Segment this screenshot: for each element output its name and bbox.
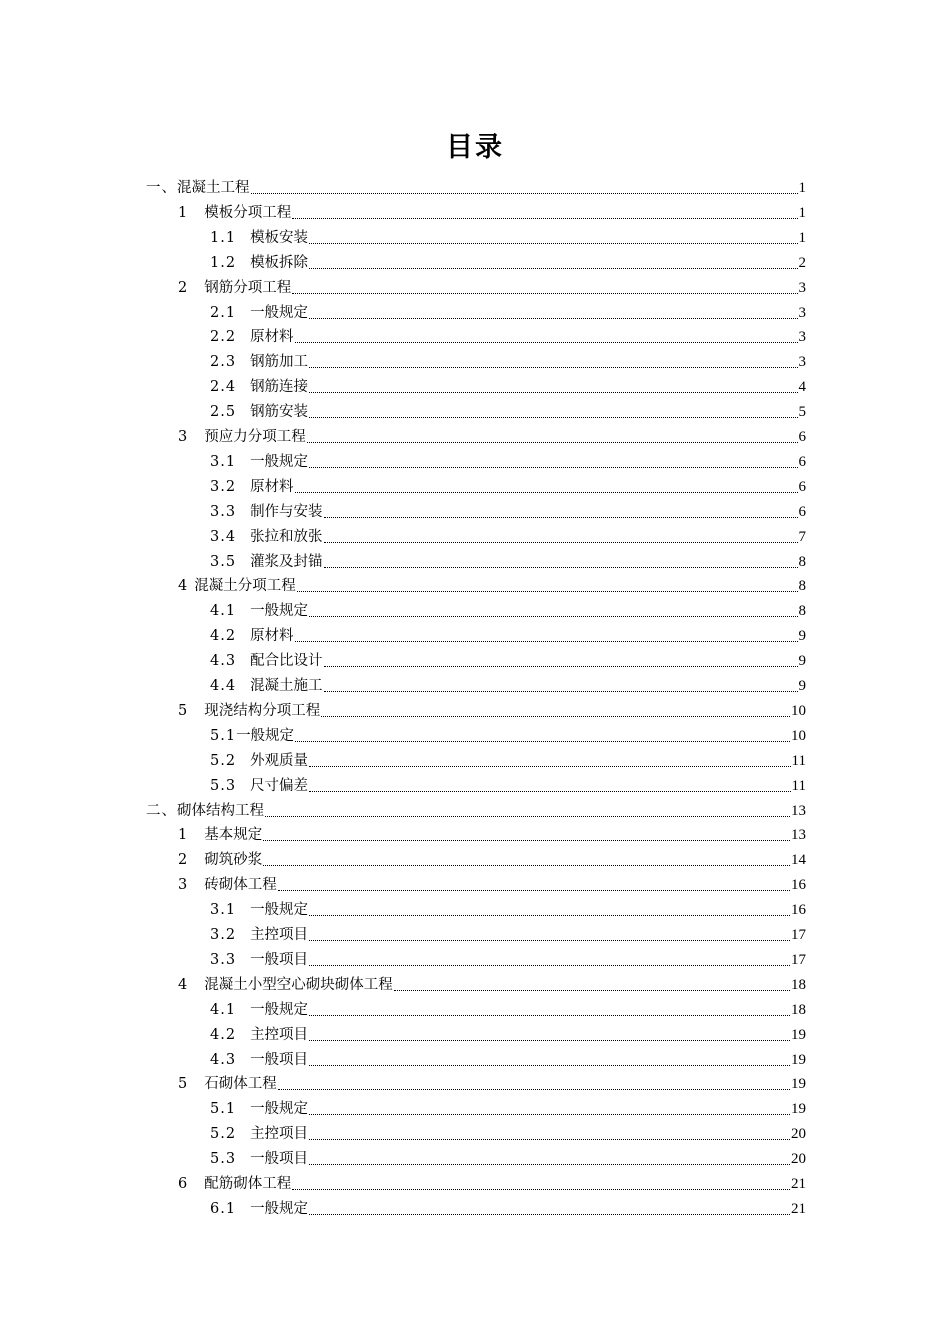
dot-leader <box>278 889 790 891</box>
toc-entry-text: 主控项目 <box>250 1126 309 1143</box>
toc-entry-page-number: 10 <box>791 727 806 744</box>
toc-entry[interactable] <box>210 249 806 273</box>
dot-leader <box>309 1138 790 1140</box>
toc-entry[interactable] <box>210 1046 806 1070</box>
toc-entry-label <box>210 1050 308 1070</box>
toc-entry[interactable] <box>178 423 806 447</box>
toc-entry-number: 5.3 <box>210 1151 237 1168</box>
toc-entry-label <box>146 178 250 198</box>
dot-leader <box>324 516 798 518</box>
dot-leader <box>309 466 797 468</box>
toc-entry[interactable] <box>210 647 806 671</box>
toc-entry-number: 3.1 <box>210 453 237 470</box>
toc-entry-page-number: 3 <box>798 279 806 296</box>
toc-entry[interactable] <box>210 348 806 372</box>
toc-entry-text: 主控项目 <box>250 927 309 943</box>
toc-entry[interactable] <box>178 274 806 298</box>
toc-entry-page-number: 8 <box>798 553 806 570</box>
toc-entry-number: 5 <box>178 702 189 719</box>
toc-entry[interactable] <box>178 1070 806 1094</box>
toc-entry[interactable] <box>210 299 806 323</box>
toc-entry-text: 一般项目 <box>250 1151 309 1168</box>
toc-entry-number: 4 <box>178 976 189 993</box>
toc-entry-text: 外观质量 <box>250 752 309 769</box>
toc-entry[interactable] <box>210 722 806 746</box>
toc-entry-page-number: 2 <box>798 254 806 271</box>
toc-entry[interactable] <box>210 323 806 347</box>
toc-entry-number: 5.2 <box>210 1126 237 1143</box>
dot-leader <box>309 615 797 617</box>
toc-entry-label <box>210 676 323 696</box>
dot-leader <box>309 1163 790 1165</box>
dot-leader <box>263 864 790 866</box>
toc-entry-text: 混凝土小型空心砌块砌体工程 <box>204 976 393 993</box>
toc-entry[interactable] <box>210 597 806 621</box>
toc-entry-text: 混凝土施工 <box>250 678 323 694</box>
toc-entry-number: 4.3 <box>210 653 237 670</box>
toc-entry-text: 配合比设计 <box>250 653 323 670</box>
toc-entry-label <box>210 253 308 273</box>
toc-entry-number: 1.2 <box>210 254 237 271</box>
toc-entry-label <box>210 452 308 472</box>
toc-entry-label <box>210 1025 308 1045</box>
dot-leader <box>295 491 798 493</box>
toc-entry[interactable] <box>210 747 806 771</box>
toc-entry[interactable] <box>210 448 806 472</box>
toc-entry-label <box>210 552 323 572</box>
toc-entry-text: 预应力分项工程 <box>204 429 306 445</box>
dot-leader <box>295 640 798 642</box>
toc-entry-number: 1 <box>178 204 189 221</box>
toc-entry-number: 一、 <box>146 180 177 196</box>
toc-entry-page-number: 4 <box>798 379 806 396</box>
toc-entry-page-number: 18 <box>791 1001 806 1018</box>
toc-entry-number: 3.3 <box>210 503 237 520</box>
toc-entry-text: 一般项目 <box>250 951 309 968</box>
toc-entry-page-number: 9 <box>798 678 806 694</box>
dot-leader <box>251 192 798 194</box>
toc-entry-label <box>210 477 294 497</box>
toc-entry-page-number: 20 <box>791 1151 806 1168</box>
toc-entry-page-number: 3 <box>798 304 806 321</box>
toc-entry-label <box>210 1124 308 1144</box>
dot-leader <box>324 665 798 667</box>
toc-entry-text: 一般规定 <box>250 1200 309 1217</box>
toc-entry-number: 4.2 <box>210 628 237 645</box>
toc-entry-text: 原材料 <box>250 478 294 495</box>
toc-entry-page-number: 18 <box>791 976 806 993</box>
dot-leader <box>307 441 798 443</box>
toc-entry-text: 钢筋连接 <box>250 379 309 396</box>
toc-entry-number: 2.5 <box>210 404 237 421</box>
toc-entry[interactable] <box>210 622 806 646</box>
toc-entry-number: 二、 <box>146 802 177 819</box>
toc-entry[interactable] <box>178 1170 806 1194</box>
toc-entry-label <box>178 203 291 223</box>
dot-leader <box>295 740 790 742</box>
toc-entry-label <box>178 1074 277 1094</box>
toc-entry-page-number: 16 <box>791 902 806 919</box>
toc-entry-number: 4.1 <box>210 603 237 620</box>
toc-entry-number: 6.1 <box>210 1200 237 1217</box>
toc-entry-number: 3 <box>178 877 189 894</box>
toc-entry[interactable] <box>210 548 806 572</box>
toc-entry-label <box>178 850 262 870</box>
toc-entry-number: 3.3 <box>210 951 237 968</box>
toc-entry-text: 原材料 <box>250 628 294 645</box>
toc-entry-text: 一般项目 <box>250 1051 309 1068</box>
dot-leader <box>292 217 797 219</box>
toc-entry-number: 6 <box>178 1176 189 1192</box>
toc-entry-label <box>210 228 308 248</box>
toc-entry-number: 3.2 <box>210 478 237 495</box>
toc-entry-number: 5 <box>178 1076 189 1093</box>
toc-entry-text: 模板拆除 <box>250 254 309 271</box>
toc-entry-page-number: 14 <box>791 852 806 869</box>
toc-entry-text: 一般规定 <box>250 1101 309 1118</box>
toc-entry[interactable] <box>210 1195 806 1219</box>
toc-entry-page-number: 6 <box>798 478 806 495</box>
toc-entry-page-number: 11 <box>791 777 806 794</box>
dot-leader <box>292 292 797 294</box>
dot-leader <box>309 964 790 966</box>
toc-entry-number: 2.3 <box>210 354 237 371</box>
toc-entry-label <box>210 352 308 372</box>
toc-entry[interactable] <box>210 896 806 920</box>
toc-entry-page-number: 6 <box>798 429 806 445</box>
toc-entry-number: 5.1 <box>210 727 237 744</box>
toc-entry[interactable] <box>178 572 806 596</box>
toc-entry[interactable] <box>178 697 806 721</box>
dot-leader <box>309 366 797 368</box>
toc-entry-label <box>178 278 291 298</box>
toc-entry[interactable] <box>178 846 806 870</box>
toc-entry-number: 4.4 <box>210 678 237 694</box>
toc-entry-page-number: 19 <box>791 1076 806 1093</box>
dot-leader <box>309 416 797 418</box>
toc-entry-text: 砖砌体工程 <box>204 877 277 894</box>
toc-entry-label <box>210 327 294 347</box>
toc-entry[interactable] <box>178 821 806 845</box>
toc-entry-label <box>210 402 308 422</box>
toc-entry-number: 4.2 <box>210 1026 237 1043</box>
toc-entry-page-number: 7 <box>798 528 806 545</box>
dot-leader <box>309 1039 790 1041</box>
toc-entry-text: 混凝土分项工程 <box>194 578 296 595</box>
toc-entry-text: 配筋砌体工程 <box>204 1176 292 1192</box>
toc-entry[interactable] <box>210 473 806 497</box>
toc-entry-page-number: 20 <box>791 1126 806 1143</box>
toc-entry-page-number: 9 <box>798 628 806 645</box>
toc-entry-label <box>146 801 264 821</box>
toc-entry-page-number: 21 <box>791 1200 806 1217</box>
toc-entry-number: 5.3 <box>210 777 237 794</box>
toc-entry-page-number: 8 <box>798 603 806 620</box>
dot-leader <box>309 914 790 916</box>
toc-entry[interactable] <box>210 224 806 248</box>
toc-entry-number: 2 <box>178 852 189 869</box>
toc-entry-page-number: 19 <box>791 1026 806 1043</box>
toc-entry-label <box>210 377 308 397</box>
toc-entry-text: 一般规定 <box>236 727 295 744</box>
toc-entry-text: 现浇结构分项工程 <box>204 702 321 719</box>
toc-entry-label <box>178 975 393 995</box>
toc-entry-page-number: 13 <box>791 802 806 819</box>
dot-leader <box>324 541 798 543</box>
toc-entry-text: 钢筋安装 <box>250 404 309 421</box>
toc-entry-label <box>210 776 308 796</box>
toc-entry-number: 3.5 <box>210 553 237 570</box>
dot-leader <box>309 765 790 767</box>
toc-entry[interactable] <box>210 1145 806 1169</box>
toc-entry-text: 石砌体工程 <box>204 1076 277 1093</box>
toc-entry-page-number: 1 <box>798 229 806 246</box>
toc-entry[interactable] <box>210 672 806 696</box>
dot-leader <box>309 1014 790 1016</box>
toc-entry-text: 主控项目 <box>250 1026 309 1043</box>
toc-entry[interactable] <box>178 971 806 995</box>
toc-entry-text: 一般规定 <box>250 453 309 470</box>
toc-entry-page-number: 17 <box>791 927 806 943</box>
toc-entry-number: 2 <box>178 279 189 296</box>
toc-entry[interactable] <box>210 996 806 1020</box>
dot-leader <box>309 1213 790 1215</box>
toc-entry-page-number: 10 <box>791 702 806 719</box>
toc-entry[interactable] <box>146 174 806 198</box>
toc-entry-number: 1.1 <box>210 229 237 246</box>
toc-entry-text: 钢筋加工 <box>250 354 309 371</box>
toc-entry-number: 4 <box>178 578 189 595</box>
toc-entry-text: 灌浆及封锚 <box>250 553 323 570</box>
toc-entry-text: 基本规定 <box>204 827 263 844</box>
toc-entry-label <box>178 576 296 596</box>
toc-entry-label <box>178 701 320 721</box>
toc-entry-number: 2.4 <box>210 379 237 396</box>
toc-entry-text: 钢筋分项工程 <box>204 279 292 296</box>
toc-entry-label <box>210 950 308 970</box>
toc-entry-label <box>210 751 308 771</box>
dot-leader <box>309 317 797 319</box>
toc-entry-page-number: 13 <box>791 827 806 844</box>
dot-leader <box>295 341 798 343</box>
toc-entry-label <box>210 601 308 621</box>
toc-entry[interactable] <box>210 498 806 522</box>
toc-entry-label <box>210 527 323 547</box>
toc-entry-label <box>210 626 294 646</box>
toc-entry-label <box>178 825 262 845</box>
toc-entry-number: 1 <box>178 827 189 844</box>
toc-entry[interactable] <box>210 921 806 945</box>
page-title: 目录 <box>446 132 504 163</box>
toc-entry-text: 制作与安装 <box>250 503 323 520</box>
dot-leader <box>309 790 790 792</box>
toc-entry-number: 5.1 <box>210 1101 237 1118</box>
toc-entry[interactable] <box>210 1120 806 1144</box>
dot-leader <box>309 939 790 941</box>
toc-entry-text: 砌体结构工程 <box>177 802 264 819</box>
toc-entry-page-number: 9 <box>798 653 806 670</box>
toc-entry-page-number: 8 <box>798 578 806 595</box>
toc-entry-number: 3.4 <box>210 528 237 545</box>
dot-leader <box>309 1064 790 1066</box>
toc-entry-label <box>210 1099 308 1119</box>
toc-entry-number: 3 <box>178 429 189 445</box>
toc-entry-text: 砌筑砂浆 <box>204 852 263 869</box>
toc-entry-page-number: 6 <box>798 453 806 470</box>
toc-entry-page-number: 1 <box>798 180 806 196</box>
toc-entry-text: 模板分项工程 <box>204 204 292 221</box>
toc-entry-page-number: 17 <box>791 951 806 968</box>
toc-entry-number: 2.1 <box>210 304 237 321</box>
dot-leader <box>263 839 790 841</box>
toc-entry[interactable] <box>210 523 806 547</box>
dot-leader <box>278 1088 790 1090</box>
toc-entry[interactable] <box>210 1021 806 1045</box>
toc-entry-page-number: 3 <box>798 329 806 346</box>
dot-leader <box>394 989 790 991</box>
toc-entry-number: 4.3 <box>210 1051 237 1068</box>
dot-leader <box>324 566 798 568</box>
toc-entry[interactable] <box>210 373 806 397</box>
toc-entry[interactable] <box>210 946 806 970</box>
toc-entry-text: 张拉和放张 <box>250 528 323 545</box>
toc-entry-number: 4.1 <box>210 1001 237 1018</box>
toc-entry-text: 一般规定 <box>250 1001 309 1018</box>
dot-leader <box>297 590 798 592</box>
toc-entry-label <box>210 651 323 671</box>
toc-entry-label <box>178 1174 291 1194</box>
toc-entry-page-number: 19 <box>791 1051 806 1068</box>
toc-entry-text: 尺寸偏差 <box>250 777 309 794</box>
toc-entry-page-number: 1 <box>798 204 806 221</box>
toc-entry[interactable] <box>146 797 806 821</box>
toc-entry-label <box>210 303 308 323</box>
toc-entry-label <box>210 502 323 522</box>
toc-entry-label <box>178 875 277 895</box>
toc-entry-text: 一般规定 <box>250 304 309 321</box>
toc-entry-page-number: 3 <box>798 354 806 371</box>
toc-entry-number: 3.1 <box>210 902 237 919</box>
toc-entry-label <box>178 427 306 447</box>
dot-leader <box>265 815 790 817</box>
dot-leader <box>324 690 798 692</box>
toc-entry-page-number: 11 <box>791 752 806 769</box>
dot-leader <box>309 242 797 244</box>
toc-entry-page-number: 6 <box>798 503 806 520</box>
toc-entry-page-number: 19 <box>791 1101 806 1118</box>
toc-entry[interactable] <box>178 871 806 895</box>
toc-entry-label <box>210 1149 308 1169</box>
toc-entry-text: 一般规定 <box>250 603 309 620</box>
toc-entry[interactable] <box>210 1095 806 1119</box>
dot-leader <box>321 715 790 717</box>
dot-leader <box>292 1188 790 1190</box>
toc-entry-page-number: 21 <box>791 1176 806 1192</box>
toc-entry[interactable] <box>178 199 806 223</box>
toc-entry-text: 混凝土工程 <box>177 180 250 196</box>
dot-leader <box>309 1113 790 1115</box>
toc-entry-text: 一般规定 <box>250 902 309 919</box>
toc-entry-number: 2.2 <box>210 329 237 346</box>
toc-entry-label <box>210 726 294 746</box>
toc-entry-label <box>210 1199 308 1219</box>
toc-entry-page-number: 16 <box>791 877 806 894</box>
toc-entry-label <box>210 900 308 920</box>
dot-leader <box>309 391 797 393</box>
toc-entry-number: 3.2 <box>210 927 237 943</box>
toc-entry-page-number: 5 <box>798 404 806 421</box>
toc-entry-text: 模板安装 <box>250 229 309 246</box>
toc-entry-text: 原材料 <box>250 329 294 346</box>
toc-entry-label <box>210 1000 308 1020</box>
toc-entry-number: 5.2 <box>210 752 237 769</box>
toc-entry[interactable] <box>210 398 806 422</box>
dot-leader <box>309 267 797 269</box>
toc-entry[interactable] <box>210 772 806 796</box>
toc-entry-label <box>210 925 308 945</box>
